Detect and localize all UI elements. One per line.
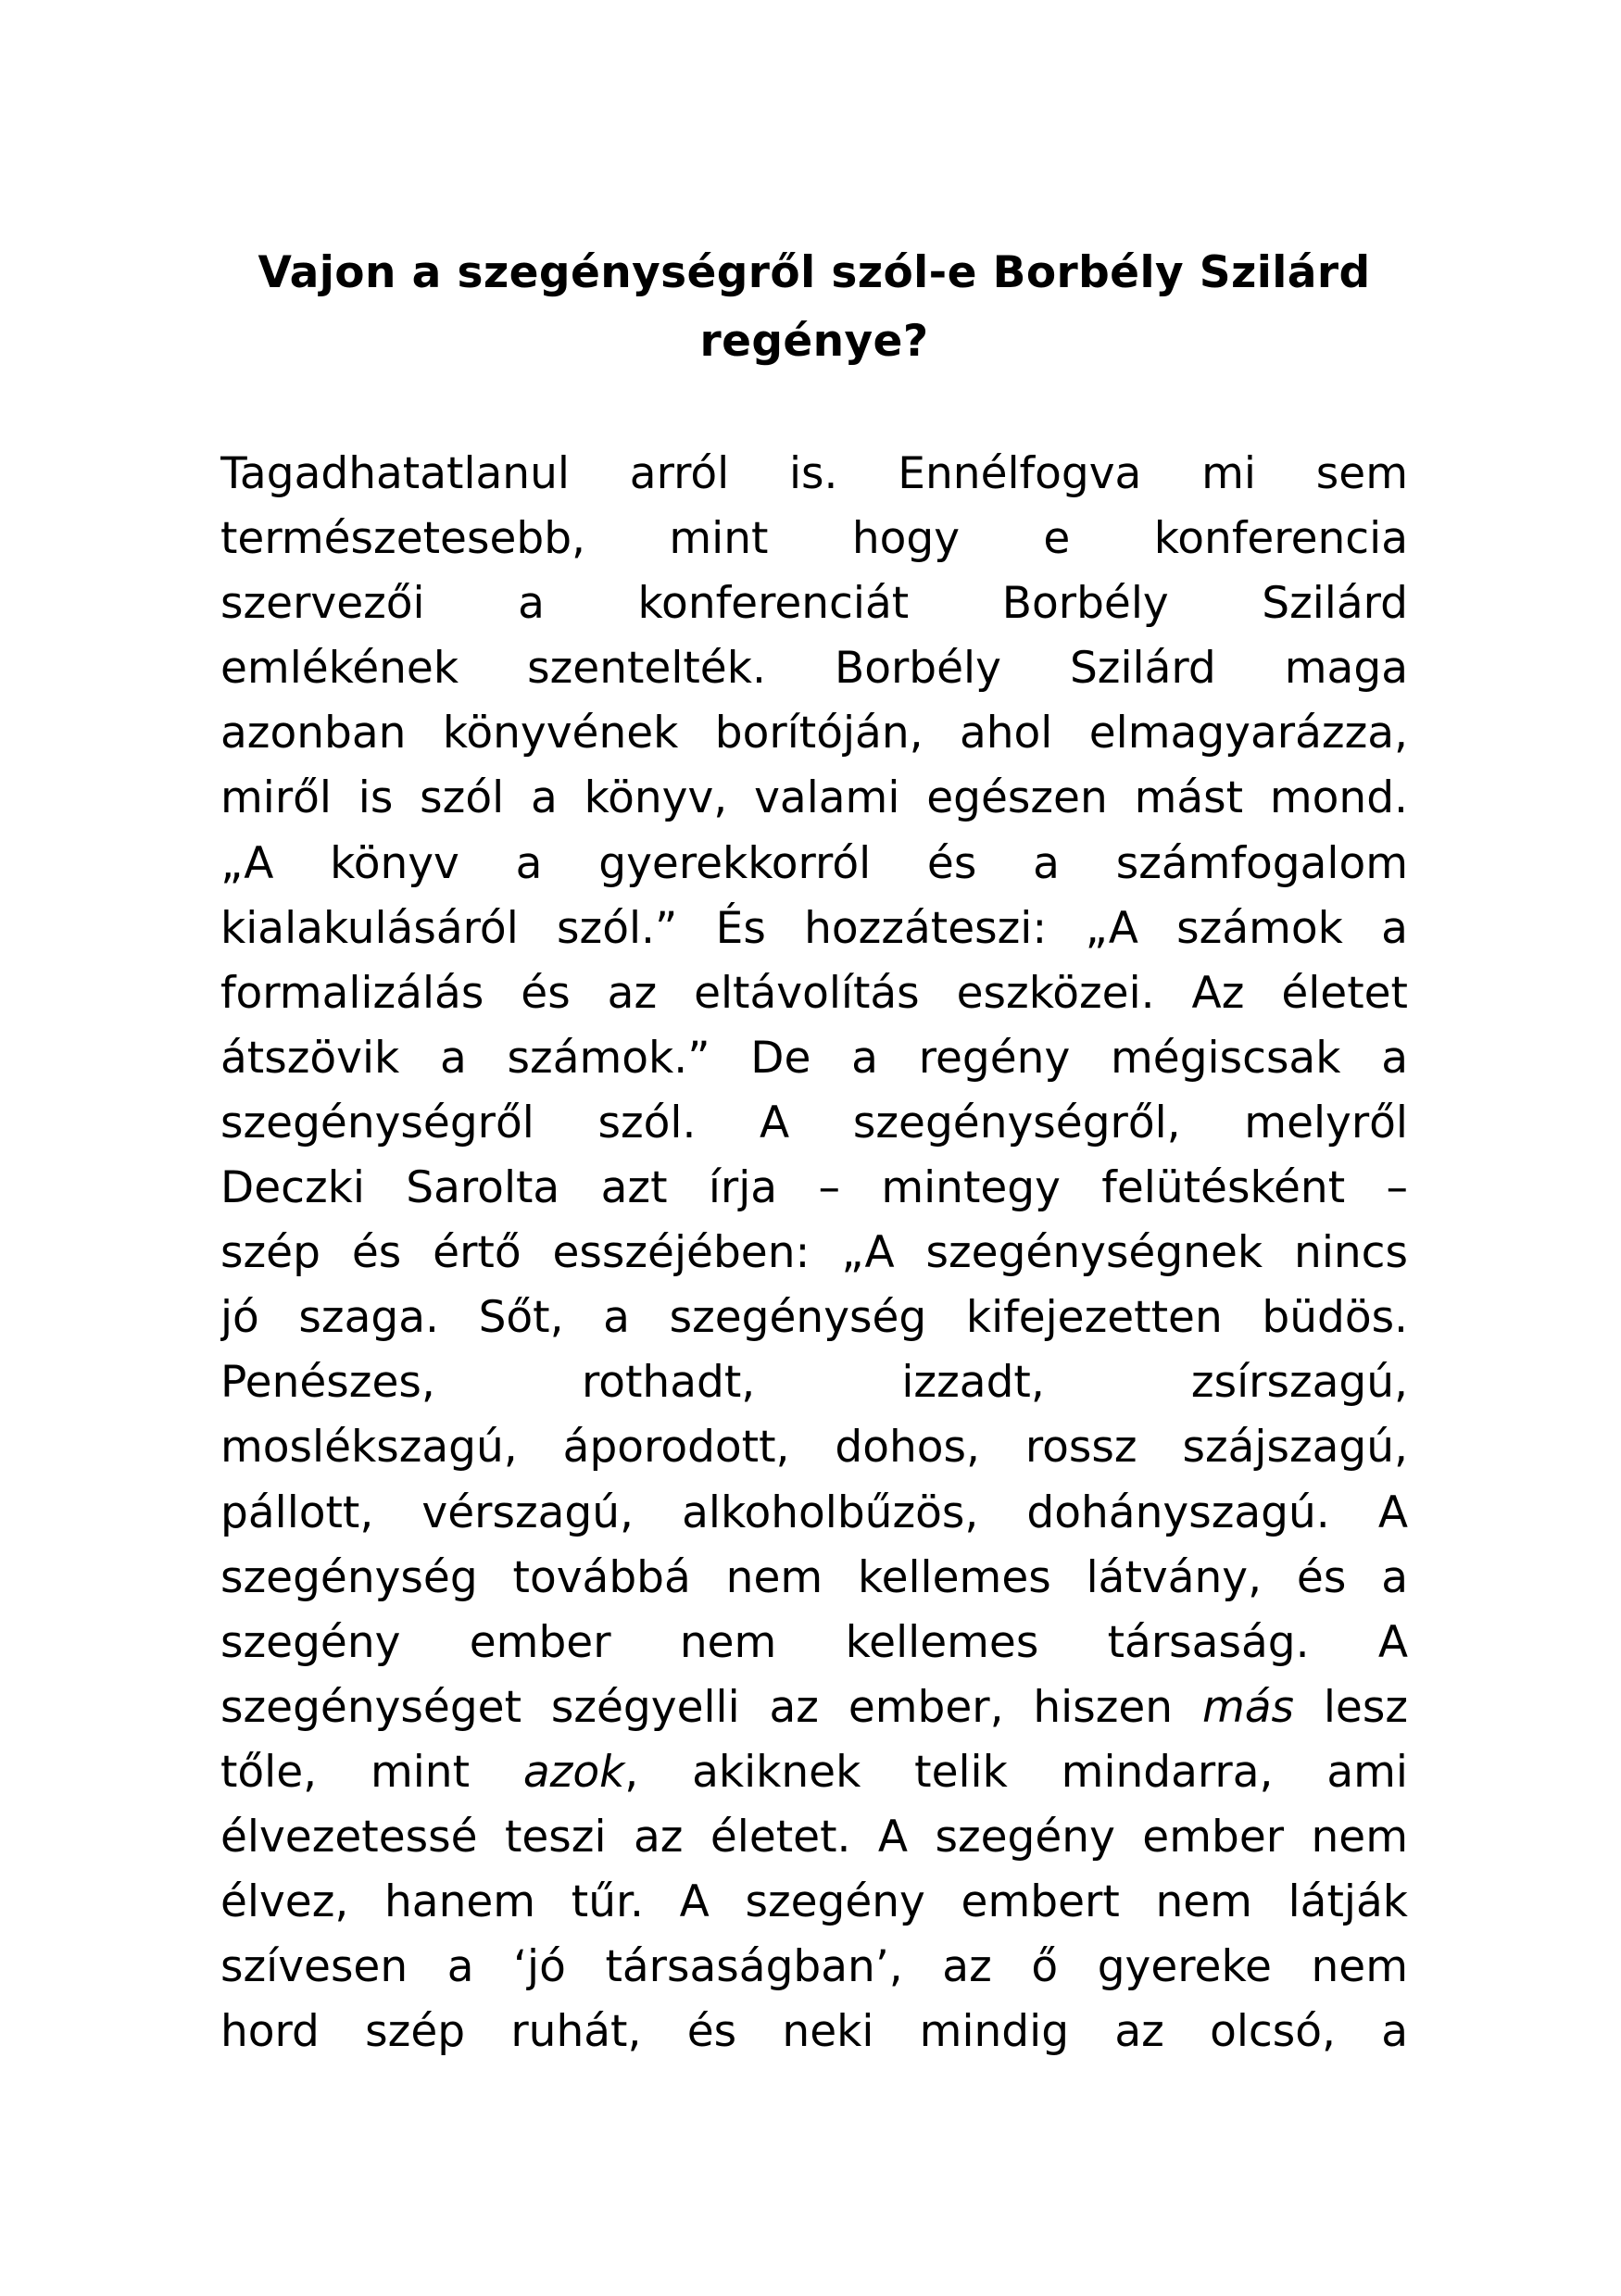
- text-run: szívesen a ‘jó társaságban’, az ő gyereke nem: [220, 1941, 1408, 1993]
- body-text: [220, 442, 1408, 2064]
- text-line: [220, 507, 1408, 571]
- text-line: [220, 1740, 1408, 1805]
- text-run: „A könyv a gyerekkorról és a számfogalom: [220, 837, 1408, 889]
- document-title: [220, 239, 1408, 376]
- text-run: moslékszagú, áporodott, dohos, rossz szájszagú,: [220, 1422, 1408, 1474]
- text-line: [220, 897, 1408, 961]
- text-line: [220, 1935, 1408, 2000]
- text-run: tőle, mint: [220, 1746, 523, 1798]
- text-line: [220, 1611, 1408, 1675]
- text-line: [220, 1156, 1408, 1221]
- text-run: , akiknek telik mindarra, ami: [624, 1746, 1408, 1798]
- text-run: szegénységről szól. A szegénységről, melyről: [220, 1097, 1408, 1148]
- text-run: emlékének szentelték. Borbély Szilárd maga: [220, 643, 1408, 695]
- text-run: szegénységet szégyelli az ember, hiszen: [220, 1681, 1202, 1733]
- text-run: Deczki Sarolta azt írja – mintegy felütésként –: [220, 1162, 1408, 1214]
- text-run: szervezői a konferenciát Borbély Szilárd: [220, 578, 1408, 630]
- text-run: élvezetessé teszi az életet. A szegény ember nem: [220, 1811, 1408, 1863]
- italic-run: más: [1201, 1681, 1295, 1733]
- text-run: lesz: [1294, 1681, 1408, 1733]
- text-run: jó szaga. Sőt, a szegénység kifejezetten büdös.: [220, 1292, 1408, 1344]
- text-run: hord szép ruhát, és neki mindig az olcsó, a: [220, 2006, 1408, 2058]
- text-line: [220, 442, 1408, 507]
- text-line: [220, 1026, 1408, 1091]
- text-line: [220, 832, 1408, 897]
- text-run: miről is szól a könyv, valami egészen mást mond.: [220, 772, 1408, 824]
- text-line: [220, 636, 1408, 701]
- text-line: [220, 961, 1408, 1026]
- text-line: [220, 1675, 1408, 1740]
- text-line: [220, 1350, 1408, 1415]
- text-line: [220, 1286, 1408, 1350]
- text-run: kialakulásáról szól.” És hozzáteszi: „A számok a: [220, 902, 1408, 954]
- text-line: [220, 1546, 1408, 1611]
- text-run: szegénység továbbá nem kellemes látvány, és a: [220, 1551, 1408, 1603]
- text-line: [220, 1870, 1408, 1935]
- text-line: [220, 1091, 1408, 1156]
- text-run: szegény ember nem kellemes társaság. A: [220, 1616, 1408, 1668]
- text-line: [220, 1221, 1408, 1286]
- text-run: átszövik a számok.” De a regény mégiscsak a: [220, 1032, 1408, 1084]
- text-line: [220, 1805, 1408, 1870]
- italic-run: azok: [522, 1746, 625, 1798]
- text-line: [220, 701, 1408, 766]
- text-run: szép és értő esszéjében: „A szegénységnek nincs: [220, 1227, 1408, 1279]
- text-run: azonban könyvének borítóján, ahol elmagyarázza,: [220, 708, 1408, 759]
- text-line: [220, 1415, 1408, 1480]
- title-line: regénye?: [699, 316, 929, 367]
- text-line: [220, 1481, 1408, 1546]
- text-line: [220, 766, 1408, 831]
- text-run: Penészes, rothadt, izzadt, zsírszagú,: [220, 1357, 1408, 1409]
- text-run: formalizálás és az eltávolítás eszközei. Az életet: [220, 967, 1408, 1019]
- text-run: Tagadhatatlanul arról is. Ennélfogva mi sem: [220, 448, 1408, 499]
- text-run: élvez, hanem tűr. A szegény embert nem látják: [220, 1876, 1408, 1928]
- text-run: pállott, vérszagú, alkoholbűzös, dohányszagú. A: [220, 1487, 1408, 1538]
- text-line: [220, 2000, 1408, 2064]
- text-run: természetesebb, mint hogy e konferencia: [220, 513, 1408, 565]
- text-line: [220, 571, 1408, 636]
- title-line: Vajon a szegénységről szól-e Borbély Szilárd: [258, 247, 1371, 298]
